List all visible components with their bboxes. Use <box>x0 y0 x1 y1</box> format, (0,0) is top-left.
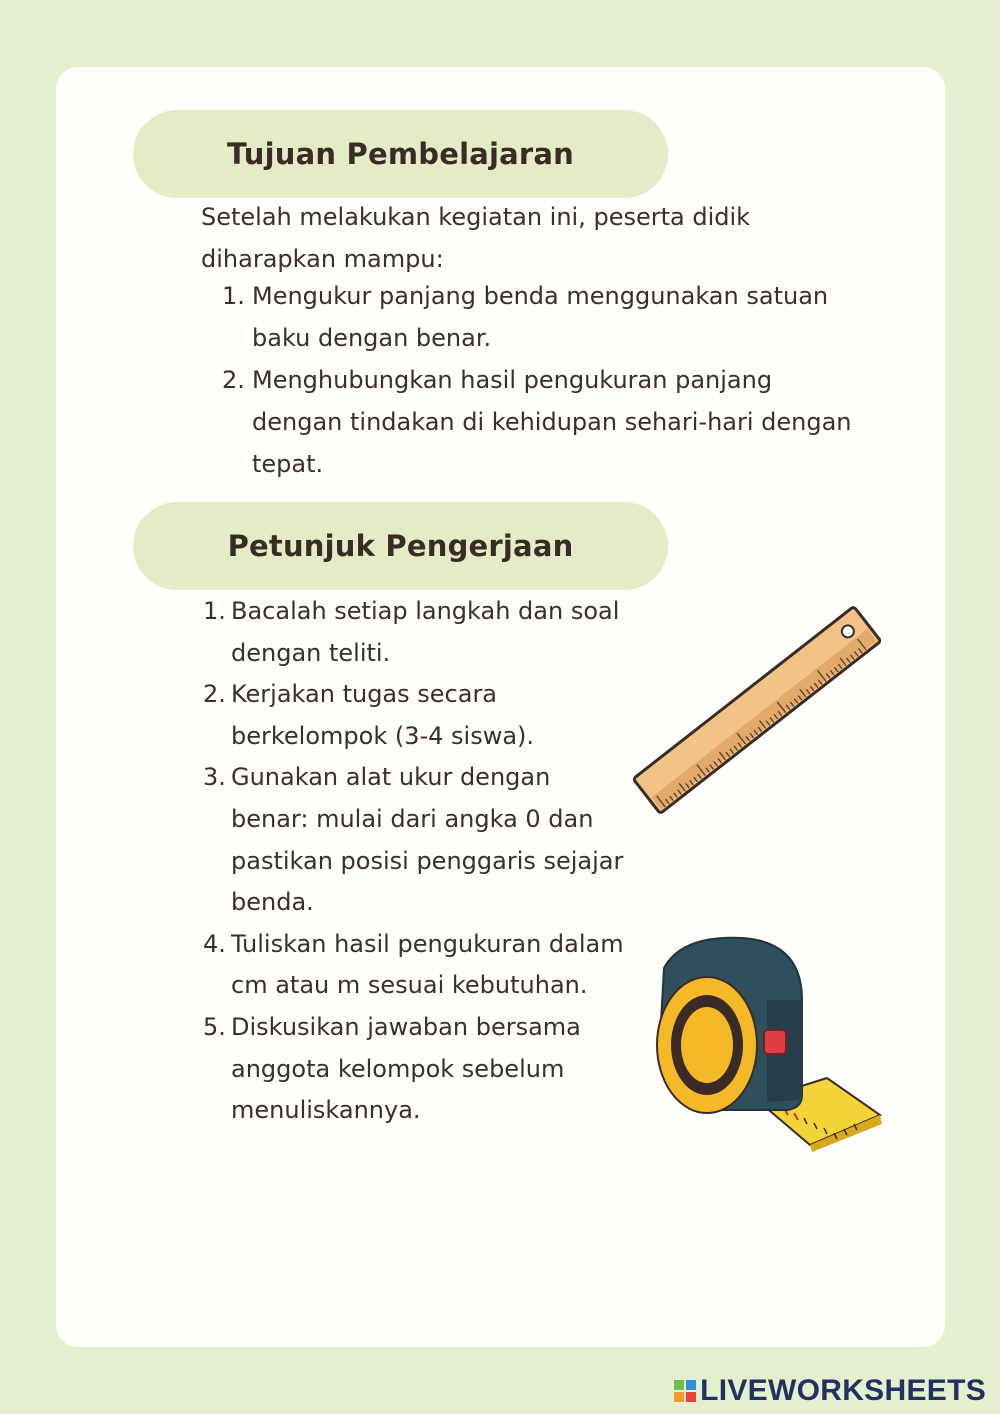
list-number: 4. <box>203 929 226 958</box>
list-item <box>222 275 862 359</box>
list-number: 2. <box>222 366 245 394</box>
list-text: Diskusikan jawaban bersama anggota kelompok sebelum menuliskannya. <box>231 1012 581 1125</box>
measuring-tape-icon <box>652 930 887 1155</box>
list-text: Tuliskan hasil pengukuran dalam cm atau m sesuai kebutuhan. <box>231 929 624 1000</box>
objectives-list <box>222 275 862 485</box>
brand-name: LIVEWORKSHEETS <box>700 1374 986 1407</box>
list-number: 1. <box>222 282 245 310</box>
list-text: Bacalah setiap langkah dan soal dengan teliti. <box>231 597 620 667</box>
instructions-list <box>203 591 631 1132</box>
liveworksheets-logo-icon <box>674 1380 696 1402</box>
list-item <box>203 591 631 674</box>
list-item <box>203 674 631 757</box>
list-item <box>222 359 862 485</box>
ruler-icon <box>632 590 882 830</box>
list-text: Kerjakan tugas secara berkelompok (3-4 siswa). <box>231 680 535 750</box>
objectives-intro: Setelah melakukan kegiatan ini, peserta didik diharapkan mampu: <box>201 203 751 273</box>
section-title: Petunjuk Pengerjaan <box>227 529 574 563</box>
section-header-instructions <box>133 502 668 590</box>
list-number: 3. <box>203 763 226 792</box>
list-number: 2. <box>203 680 226 709</box>
section-header-learning-objectives <box>133 110 668 198</box>
list-item <box>203 1007 631 1132</box>
list-text: Menghubungkan hasil pengukuran panjang dengan tindakan di kehidupan sehari-hari dengan tepat. <box>252 366 852 478</box>
section-title: Tujuan Pembelajaran <box>226 137 575 171</box>
list-item <box>203 757 631 923</box>
list-number: 1. <box>203 597 226 625</box>
list-item <box>203 924 631 1007</box>
brand-footer <box>674 1374 986 1408</box>
list-number: 5. <box>203 1012 226 1041</box>
list-text: Gunakan alat ukur dengan benar: mulai dari angka 0 dan pastikan posisi penggaris sejajar benda. <box>231 763 624 917</box>
list-text: Mengukur panjang benda menggunakan satuan baku dengan benar. <box>252 282 829 352</box>
